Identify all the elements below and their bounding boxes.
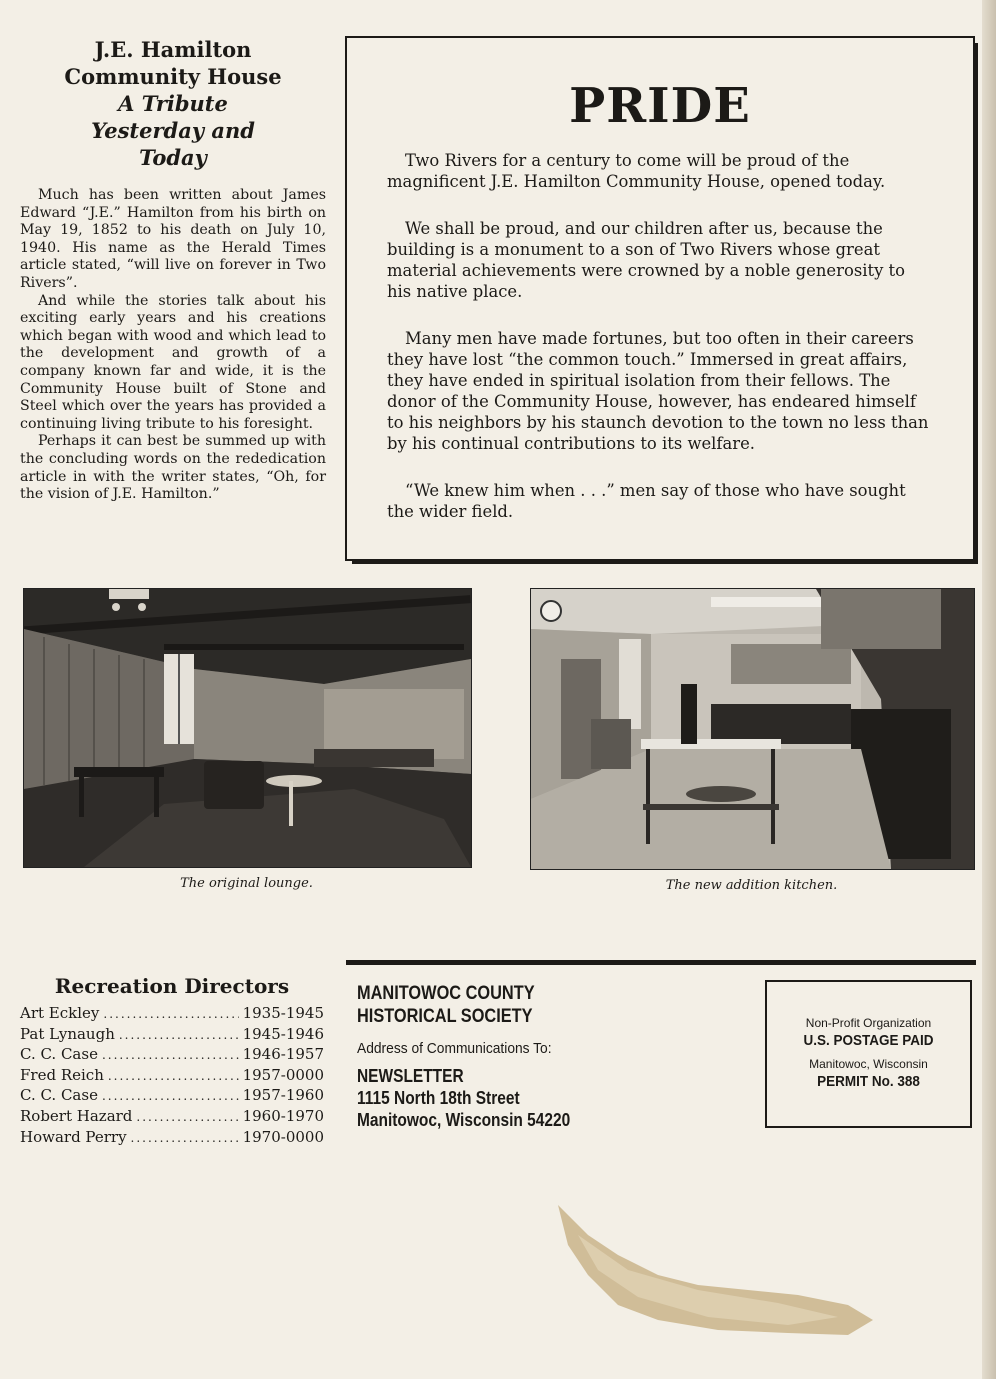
tribute-subheading-line-1: A Tribute: [118, 91, 228, 116]
leader-dots: [136, 1108, 238, 1128]
tribute-heading-line-1: J.E. Hamilton: [94, 37, 252, 62]
director-name: Art Eckley: [20, 1004, 100, 1022]
mailing-address-block: [357, 982, 747, 1131]
pride-title: PRIDE: [569, 78, 751, 134]
tribute-heading-line-2: Community House: [64, 64, 282, 89]
leader-dots: [103, 1005, 238, 1025]
leader-dots: [102, 1087, 239, 1107]
pride-editorial-box: [345, 36, 975, 561]
director-years: 1946-1957: [242, 1045, 324, 1064]
director-name: Howard Perry: [20, 1127, 127, 1146]
director-row: [20, 1045, 324, 1066]
address-line-3: Manitowoc, Wisconsin 54220: [357, 1110, 571, 1130]
director-name: Pat Lynaugh: [20, 1024, 115, 1043]
postage-line-4: PERMIT No. 388: [817, 1073, 920, 1090]
postage-line-1: Non-Profit Organization: [805, 1016, 932, 1030]
director-name: C. C. Case: [20, 1086, 98, 1105]
leader-dots: [108, 1067, 239, 1087]
director-row: [20, 1066, 324, 1087]
tribute-subheading-line-3: Today: [139, 145, 207, 170]
society-name-line-2: HISTORICAL SOCIETY: [357, 1006, 533, 1027]
recreation-directors-title: Recreation Directors: [54, 974, 290, 998]
pride-body: [387, 150, 933, 548]
pride-paragraph: We shall be proud, and our children after us, because the building is a monument to a son of Two Rivers whose great material achievements were crowned by a noble generosity to his native place.: [387, 219, 905, 301]
pride-paragraph: “We knew him when . . .” men say of those who have sought the wider field.: [387, 481, 906, 521]
director-row: [20, 1025, 324, 1046]
director-name: Robert Hazard: [20, 1106, 133, 1125]
tribute-paragraph: Perhaps it can best be summed up with the concluding words on the rededication article in with the writer states, “Oh, for the vision of J.E. Hamilton.”: [20, 433, 326, 503]
society-name-line-1: MANITOWOC COUNTY: [357, 983, 535, 1004]
kitchen-photo: [530, 588, 975, 870]
director-years: 1945-1946: [242, 1024, 324, 1043]
address-line-2: 1115 North 18th Street: [357, 1088, 520, 1108]
tribute-article: [20, 36, 326, 504]
pride-paragraph: Many men have made fortunes, but too often in their careers they have lost “the common touch.” Immersed in great affairs, they have ended in spiritual isolation from their fellows. The donor of the Community House, however, has endeared himself to his neighbors by his staunch devotion to the town no less than by his continual contributions to its welfare.: [387, 329, 929, 453]
tribute-paragraph: And while the stories talk about his exciting early years and his creations which began with wood and which lead to the development and growth of a company known far and wide, it is the Community House built of Stone and Steel which over the years has provided a continuing living tribute to his foresight.: [20, 292, 326, 432]
director-row: [20, 1107, 324, 1128]
director-name: C. C. Case: [20, 1045, 98, 1064]
page-edge: [982, 0, 996, 1379]
address-line-1: NEWSLETTER: [357, 1066, 464, 1086]
mailing-divider: [346, 960, 976, 965]
tribute-paragraph: Much has been written about James Edward “J.E.” Hamilton from his birth on May 19, 1852 to his death on July 10, 1940. His name as the Herald Times article stated, “will live on forever in Two Rivers”.: [20, 187, 326, 291]
director-row: [20, 1128, 324, 1149]
lounge-photo: [23, 588, 472, 868]
tribute-body: [20, 187, 326, 504]
leader-dots: [102, 1046, 239, 1066]
director-years: 1960-1970: [242, 1106, 324, 1125]
director-years: 1935-1945: [242, 1004, 324, 1022]
leader-dots: [131, 1129, 239, 1149]
paper-stain: [548, 1195, 878, 1340]
postage-line-2: U.S. POSTAGE PAID: [803, 1032, 934, 1049]
kitchen-caption: The new addition kitchen.: [665, 878, 838, 893]
director-name: Fred Reich: [20, 1065, 104, 1084]
director-row: [20, 1086, 324, 1107]
director-years: 1957-1960: [242, 1086, 324, 1105]
director-row: [20, 1004, 324, 1025]
pride-paragraph: Two Rivers for a century to come will be proud of the magnificent J.E. Hamilton Community House, opened today.: [387, 151, 886, 191]
tribute-subheading-line-2: Yesterday and: [91, 118, 255, 143]
address-label: Address of Communications To:: [357, 1040, 552, 1057]
director-years: 1970-0000: [242, 1127, 324, 1146]
director-years: 1957-0000: [242, 1065, 324, 1084]
recreation-directors: [20, 974, 324, 1148]
leader-dots: [119, 1026, 239, 1046]
postage-indicia: [765, 980, 972, 1128]
postage-line-3: Manitowoc, Wisconsin: [809, 1057, 928, 1071]
lounge-caption: The original lounge.: [180, 876, 313, 891]
